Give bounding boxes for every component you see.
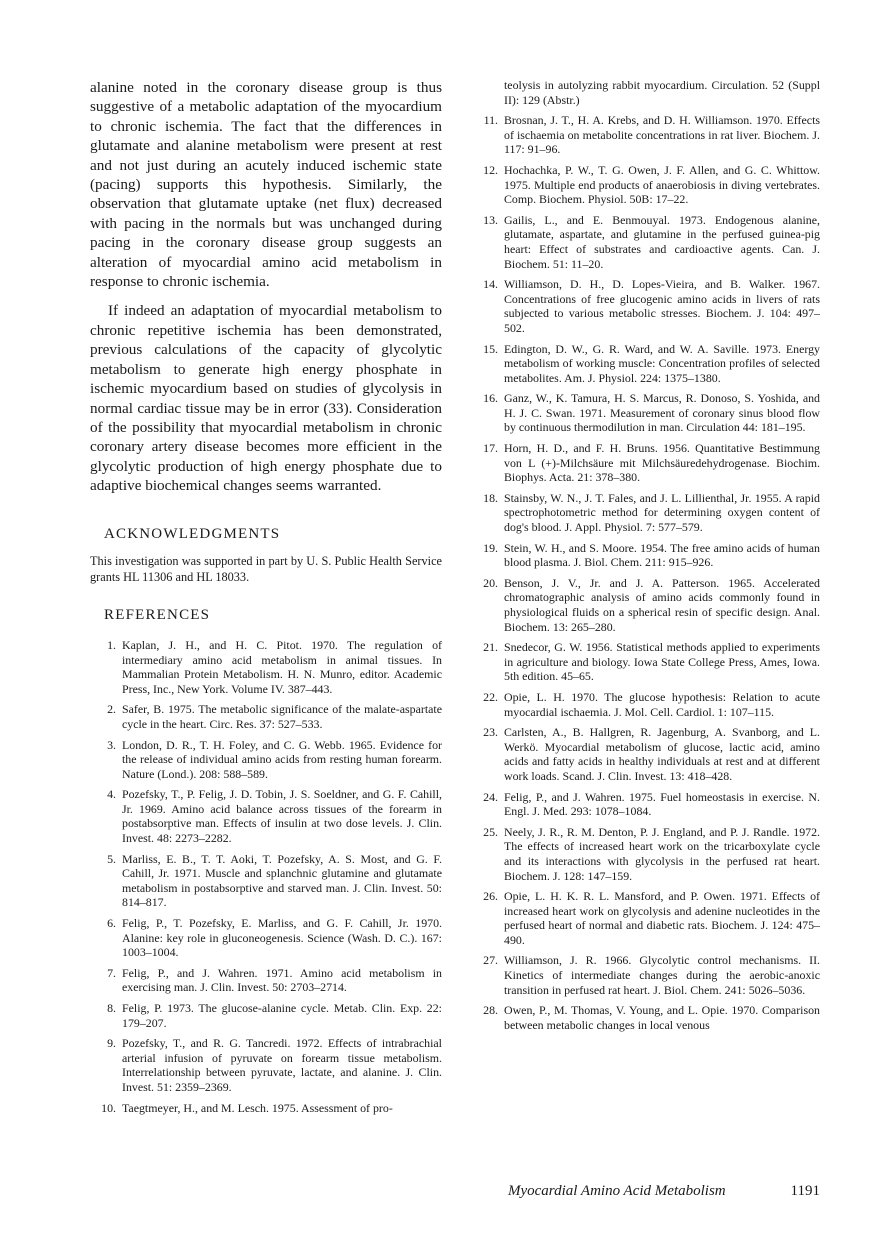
right-column xyxy=(472,78,820,1038)
reference-item xyxy=(472,213,820,271)
reference-number: 7. xyxy=(107,965,116,980)
reference-number: 14. xyxy=(483,277,498,292)
reference-text: London, D. R., T. H. Foley, and C. G. Webb. 1965. Evidence for the release of individual amino acids from resting human forearm. Nature (Lond.). 208: 588–589. xyxy=(122,737,442,781)
reference-number: 13. xyxy=(483,212,498,227)
reference-text: Pozefsky, T., and R. G. Tancredi. 1972. Effects of intrabrachial arterial infusion of pyruvate on forearm tissue metabolism. Interrelationship between pyruvate, lactate, and alanine. J. Clin. Invest. 51: 2359–2369. xyxy=(122,1036,442,1094)
reference-number: 16. xyxy=(483,391,498,406)
reference-text: Williamson, J. R. 1966. Glycolytic control mechanisms. II. Kinetics of intermediate changes during the aerobic-anoxic transition in perfused rat heart. J. Biol. Chem. 241: 5026–5036. xyxy=(504,953,820,997)
acknowledgments-heading: ACKNOWLEDGMENTS xyxy=(104,525,281,542)
reference-number: 1. xyxy=(107,637,116,652)
reference-number: 24. xyxy=(483,789,498,804)
reference-number: 12. xyxy=(483,162,498,177)
reference-number: 28. xyxy=(483,1003,498,1018)
reference-item xyxy=(90,702,442,731)
reference-number: 18. xyxy=(483,490,498,505)
running-title: Myocardial Amino Acid Metabolism xyxy=(508,1183,726,1199)
reference-item xyxy=(472,889,820,947)
reference-item xyxy=(472,790,820,819)
reference-text: Horn, H. D., and F. H. Bruns. 1956. Quantitative Bestimmung von L (+)-Milchsäure mit Milchsäuredehydrogenase. Biochim. Biophys. Acta. 21: 378–380. xyxy=(504,441,820,485)
reference-number: 23. xyxy=(483,725,498,740)
reference-text: Kaplan, J. H., and H. C. Pitot. 1970. The regulation of intermediary amino acid metabolism in animal tissues. In Mammalian Protein Metabolism. H. N. Munro, editor. Academic Press, Inc., New York. Volume IV. 387–443. xyxy=(122,637,442,696)
reference-item xyxy=(472,825,820,883)
reference-number: 27. xyxy=(483,953,498,968)
reference-item xyxy=(90,1001,442,1030)
reference-text: Felig, P. 1973. The glucose-alanine cycle. Metab. Clin. Exp. 22: 179–207. xyxy=(122,1001,442,1030)
reference-text: Snedecor, G. W. 1956. Statistical methods applied to experiments in agriculture and biology. Iowa State College Press, Ames, Iowa. 5th edition. 45–65. xyxy=(504,640,820,684)
reference-item xyxy=(472,541,820,570)
acknowledgments-text: This investigation was supported in part by U. S. Public Health Service grants HL 11306 and HL 18033. xyxy=(90,553,442,584)
reference-item xyxy=(472,1003,820,1032)
reference-number: 20. xyxy=(483,575,498,590)
reference-number: 9. xyxy=(107,1036,116,1051)
reference-item xyxy=(90,916,442,960)
reference-number: 22. xyxy=(483,689,498,704)
reference-text: Neely, J. R., R. M. Denton, P. J. England, and P. J. Randle. 1972. The effects of increased heart work on the tricarboxylate cycle and its interactions with glycolysis in the perfused rat heart. Biochem. J. 128: 147–159. xyxy=(504,824,820,883)
reference-text: Opie, L. H. 1970. The glucose hypothesis: Relation to acute myocardial ischaemia. J. Mol. Cell. Cardiol. 1: 107–115. xyxy=(504,689,820,719)
reference-text: Felig, P., T. Pozefsky, E. Marliss, and G. F. Cahill, Jr. 1970. Alanine: key role in gluconeogenesis. Science (Wash. D. C.). 167: 1003–1004. xyxy=(122,916,442,960)
reference-text: Gailis, L., and E. Benmouyal. 1973. Endogenous alanine, glutamate, aspartate, and glutamine in the perfused guinea-pig heart: Effect of substrates and cardioactive agents. Can. J. Biochem. 51: 11–20. xyxy=(504,212,820,271)
reference-text: Edington, D. W., G. R. Ward, and W. A. Saville. 1973. Energy metabolism of working muscle: Concentration profiles of selected metabolites. Am. J. Physiol. 224: 1375–1380. xyxy=(504,341,820,385)
reference-item xyxy=(90,787,442,845)
reference-item xyxy=(472,342,820,386)
body-paragraph: alanine noted in the coronary disease group is thus suggestive of a metabolic adaptation of the myocardium to chronic ischemia. The fact that the differences in glutamate and alanine metabolism were present at rest and not just during an acutely induced ischemic state (pacing) supports this hypothesis. Similarly, the observation that glutamate uptake (net flux) decreased with pacing in the normals but was unchanged during pacing in the coronary disease group suggests an alteration of myocardial amino acid metabolism in response to chronic ischemia. xyxy=(90,79,442,291)
reference-text: Stein, W. H., and S. Moore. 1954. The free amino acids of human blood plasma. J. Biol. Chem. 211: 915–926. xyxy=(504,540,820,570)
reference-number: 4. xyxy=(107,787,116,802)
reference-number: 19. xyxy=(483,540,498,555)
page-number: 1191 xyxy=(790,1183,820,1199)
reference-text: Brosnan, J. T., H. A. Krebs, and D. H. Williamson. 1970. Effects of ischaemia on metabolite concentrations in rat liver. Biochem. J. 117: 91–96. xyxy=(504,113,820,157)
reference-list-left xyxy=(90,638,442,1115)
reference-item xyxy=(90,852,442,910)
reference-number: 15. xyxy=(483,341,498,356)
reference-text: Williamson, D. H., D. Lopes-Vieira, and B. Walker. 1967. Concentrations of free glucogenic amino acids in livers of rats subjected to various metabolic stresses. Biochem. J. 104: 497–502. xyxy=(504,277,820,335)
reference-item xyxy=(472,491,820,535)
reference-item xyxy=(472,690,820,719)
reference-number: 5. xyxy=(107,851,116,866)
reference-number: 6. xyxy=(107,916,116,931)
reference-item xyxy=(472,277,820,335)
body-paragraph: If indeed an adaptation of myocardial metabolism to chronic repetitive ischemia has been demonstrated, previous calculations of the capacity of glycolytic metabolism to generate high energy phosphate in ischemic myocardium based on studies of glycolysis in normal cardiac tissue may be in error (33). Consideration of the possibility that myocardial metabolism in chronic coronary artery disease becomes more efficient in the glycolytic production of high energy phosphate due to adaptive biochemical changes seems warranted. xyxy=(90,302,442,495)
reference-number: 26. xyxy=(483,889,498,904)
reference-text: Safer, B. 1975. The metabolic significance of the malate-aspartate cycle in the heart. Circ. Res. 37: 527–533. xyxy=(122,702,442,731)
reference-number: 3. xyxy=(107,737,116,752)
left-column xyxy=(90,78,442,1121)
reference-text: Taegtmeyer, H., and M. Lesch. 1975. Assessment of pro- xyxy=(122,1100,393,1115)
reference-text: Benson, J. V., Jr. and J. A. Patterson. 1965. Accelerated chromatographic analysis of amino acids commonly found in physiological fluids on a spherical resin of specific design. Anal. Biochem. 13: 265–280. xyxy=(504,575,820,634)
reference-text: Opie, L. H. K. R. L. Mansford, and P. Owen. 1971. Effects of increased heart work on glycolysis and adenine nucleotides in the perfused heart of normal and diabetic rats. Biochem. J. 124: 475–490. xyxy=(504,889,820,947)
reference-text: Felig, P., and J. Wahren. 1971. Amino acid metabolism in exercising man. J. Clin. Invest. 50: 2703–2714. xyxy=(122,965,442,995)
reference-item xyxy=(90,966,442,995)
reference-text: Owen, P., M. Thomas, V. Young, and L. Opie. 1970. Comparison between metabolic changes in local venous xyxy=(504,1003,820,1032)
reference-number: 17. xyxy=(483,441,498,456)
reference-number: 21. xyxy=(483,640,498,655)
reference-number: 25. xyxy=(483,824,498,839)
page-footer xyxy=(508,1183,820,1200)
reference-item xyxy=(90,1101,442,1116)
reference-item xyxy=(472,725,820,783)
reference-item xyxy=(90,638,442,696)
reference-number: 11. xyxy=(483,113,498,128)
reference-continuation: teolysis in autolyzing rabbit myocardium. Circulation. 52 (Suppl II): 129 (Abstr.) xyxy=(504,78,820,107)
reference-text: Ganz, W., K. Tamura, H. S. Marcus, R. Donoso, S. Yoshida, and H. J. C. Swan. 1971. Measurement of coronary sinus blood flow by continuous thermodilution in man. Circulation 44: 181–195. xyxy=(504,391,820,435)
reference-text: Pozefsky, T., P. Felig, J. D. Tobin, J. S. Soeldner, and G. F. Cahill, Jr. 1969. Amino acid balance across tissues of the forearm in postabsorptive man. Effects of insulin at two dose levels. J. Clin. Invest. 48: 2273–2282. xyxy=(122,787,442,846)
reference-text: Marliss, E. B., T. T. Aoki, T. Pozefsky, A. S. Most, and G. F. Cahill, Jr. 1971. Muscle and splanchnic glutamine and glutamate metabolism in postabsorptive and starved man. J. Clin. Invest. 50: 814–817. xyxy=(122,851,442,910)
references-heading: REFERENCES xyxy=(104,606,211,623)
reference-number: 2. xyxy=(107,702,116,717)
reference-text: Stainsby, W. N., J. T. Fales, and J. L. Lillienthal, Jr. 1955. A rapid spectrophotometric method for determining oxygen content of dog's blood. J. Appl. Physiol. 7: 577–579. xyxy=(504,490,820,535)
reference-item xyxy=(472,391,820,435)
reference-item xyxy=(472,640,820,684)
reference-item xyxy=(472,113,820,157)
reference-item xyxy=(90,1036,442,1094)
reference-number: 8. xyxy=(107,1001,116,1015)
reference-item xyxy=(472,576,820,634)
reference-item xyxy=(472,163,820,207)
reference-item xyxy=(472,441,820,485)
reference-item xyxy=(90,738,442,782)
reference-text: Hochachka, P. W., T. G. Owen, J. F. Allen, and G. C. Whittow. 1975. Multiple end products of anaerobiosis in diving vertebrates. Comp. Biochem. Physiol. 50B: 17–22. xyxy=(504,162,820,207)
reference-text: Felig, P., and J. Wahren. 1975. Fuel homeostasis in exercise. N. Engl. J. Med. 293: 1078–1084. xyxy=(504,789,820,819)
reference-number: 10. xyxy=(101,1100,116,1115)
reference-item xyxy=(472,953,820,997)
reference-list-right xyxy=(472,113,820,1032)
reference-text: Carlsten, A., B. Hallgren, R. Jagenburg, A. Svanborg, and L. Werkö. Myocardial metabolism of glucose, lactic acid, amino acids and fatty acids in healthy individuals at rest and at different work loads. Scand. J. Clin. Invest. 13: 418–428. xyxy=(504,725,820,783)
